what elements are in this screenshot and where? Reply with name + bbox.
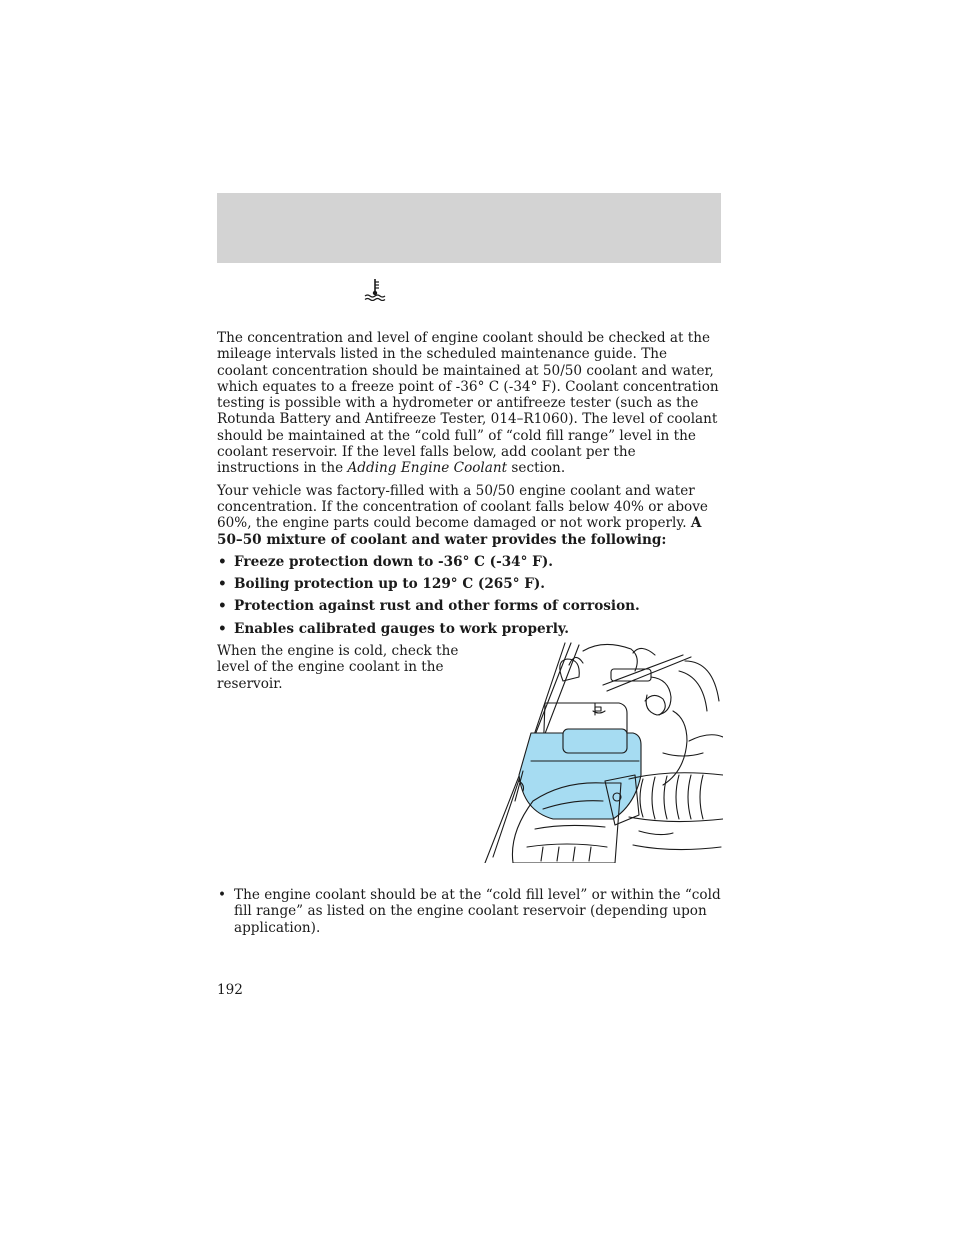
main-content <box>217 330 721 942</box>
section-header-band <box>217 193 721 263</box>
cold-engine-check-text: When the engine is cold, check the level of the engine coolant in the reservoir. <box>217 643 459 692</box>
engine-coolant-temperature-icon <box>363 277 387 301</box>
coolant-concentration-paragraph <box>217 330 721 477</box>
list-item: • Enables calibrated gauges to work properly. <box>217 621 721 637</box>
reservoir-check-section <box>217 643 721 881</box>
factory-fill-paragraph <box>217 483 721 548</box>
fill-level-list <box>217 887 721 936</box>
list-item: • The engine coolant should be at the “cold fill level” or within the “cold fill range” as listed on the engine coolant reservoir (depending upon application). <box>217 887 721 936</box>
list-item: • Freeze protection down to -36° C (-34° F). <box>217 554 721 570</box>
paragraph-text: section. <box>507 460 566 477</box>
paragraph-text: The concentration and level of engine coolant should be checked at the mileage intervals listed in the scheduled maintenance guide. The coolant concentration should be maintained at 50/50 coolant and water, which equates to a freeze point of -36° C (-34° F). Coolant concentration testing is possible with a hydrometer or antifreeze tester (such as the Rotunda Battery and Antifreeze Tester, 014–R1060). The level of coolant should be maintained at the “cold full” of “cold fill range” level in the coolant reservoir. If the level falls below, add coolant per the instructions in the <box>217 330 719 477</box>
adding-coolant-section-reference: Adding Engine Coolant <box>347 460 508 477</box>
coolant-benefits-list <box>217 554 721 637</box>
engine-compartment-illustration <box>483 641 723 863</box>
page-number: 192 <box>217 982 243 998</box>
list-item: • Protection against rust and other forms of corrosion. <box>217 598 721 614</box>
list-item: • Boiling protection up to 129° C (265° F). <box>217 576 721 592</box>
mixture-benefits-intro: A 50–50 mixture of coolant and water provides the following: <box>217 515 702 548</box>
paragraph-text: Your vehicle was factory-filled with a 50/50 engine coolant and water concentration. If the concentration of coolant falls below 40% or above 60%, the engine parts could become damaged or not work properly. <box>217 482 708 532</box>
